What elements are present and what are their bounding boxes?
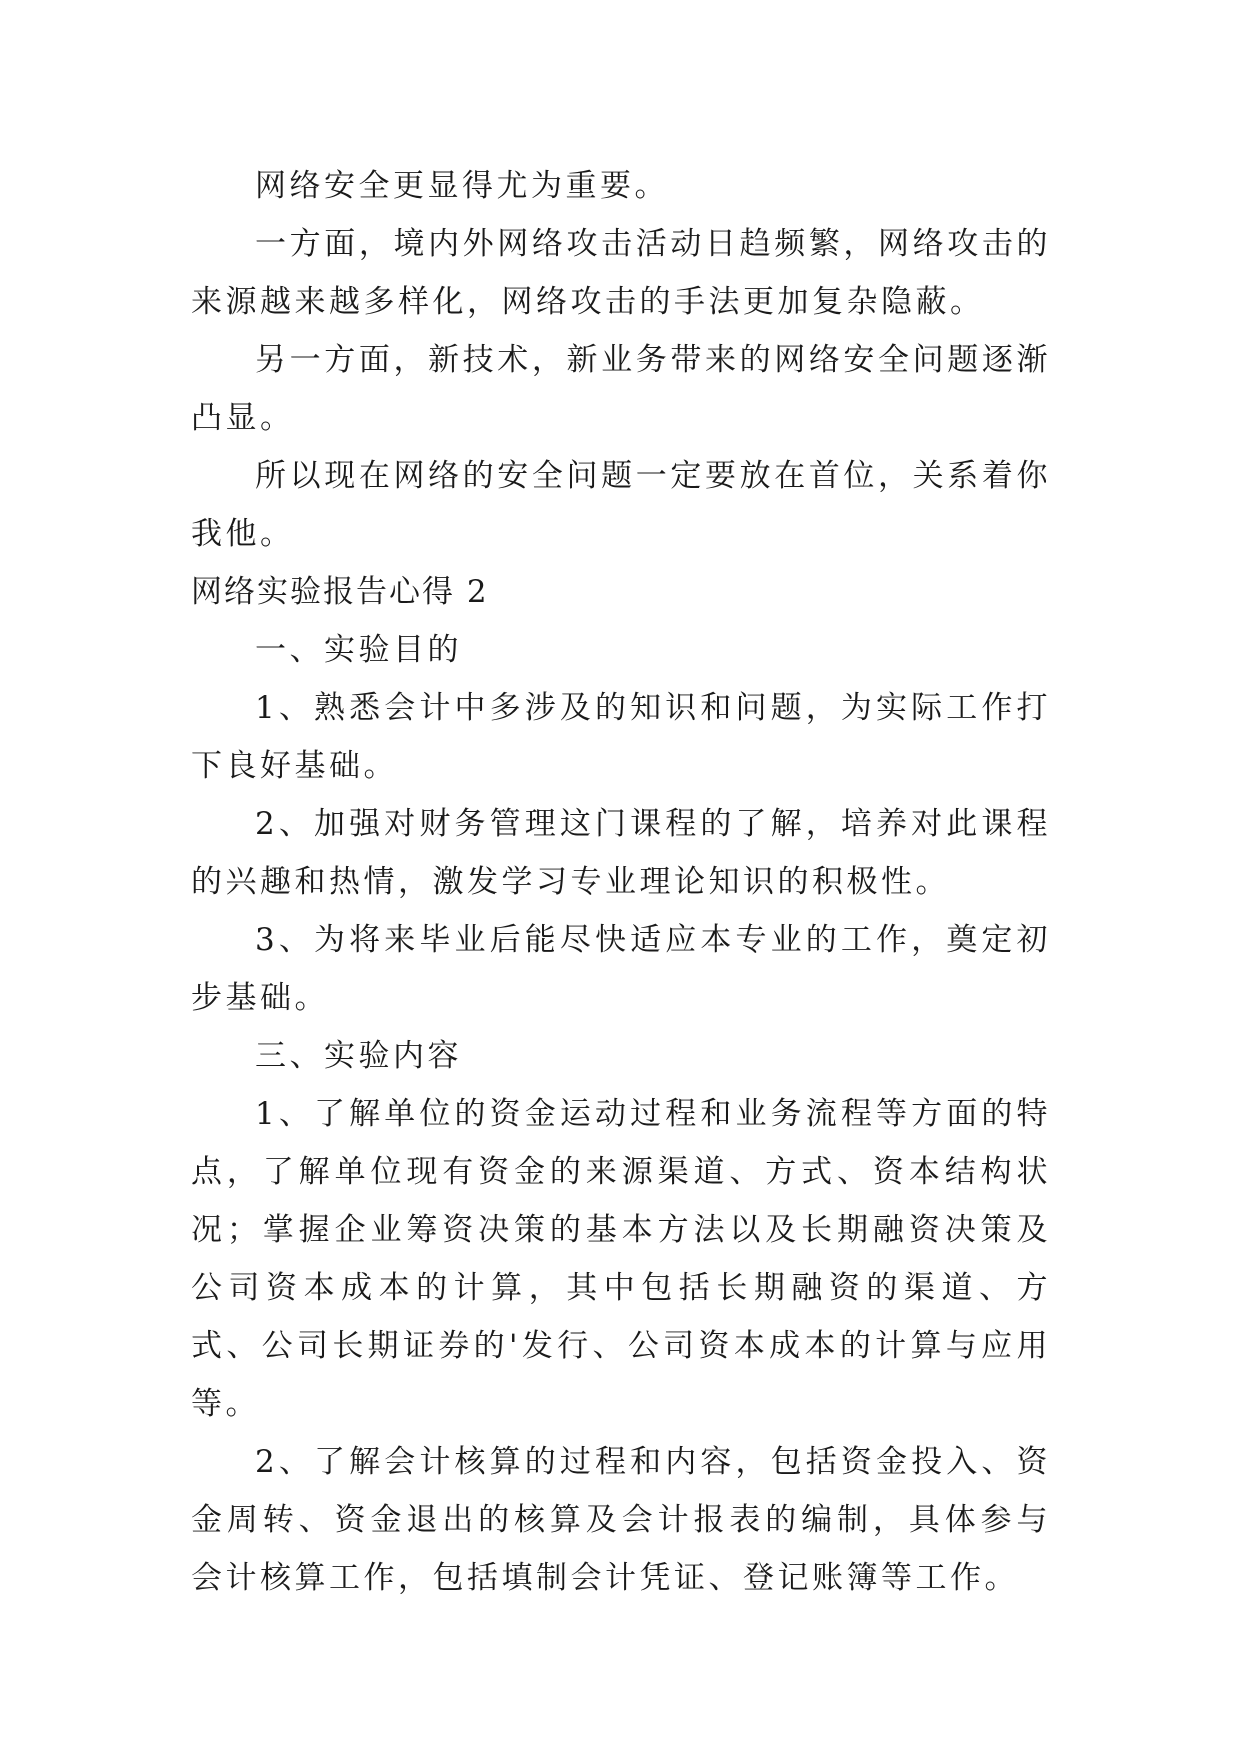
paragraph: 1、熟悉会计中多涉及的知识和问题，为实际工作打下良好基础。 <box>191 690 1051 784</box>
paragraph: 一方面，境内外网络攻击活动日趋频繁，网络攻击的来源越来越多样化，网络攻击的手法更加复杂隐蔽。 <box>191 226 1051 320</box>
paragraph: 2、加强对财务管理这门课程的了解，培养对此课程的兴趣和热情，激发学习专业理论知识的积极性。 <box>191 806 1051 900</box>
document-body <box>191 157 1051 1607</box>
paragraph: 1、了解单位的资金运动过程和业务流程等方面的特点，了解单位现有资金的来源渠道、方式、资本结构状况；掌握企业筹资决策的基本方法以及长期融资决策及公司资本成本的计算，其中包括长期融资的渠道、方式、公司长期证券的'发行、公司资本成本的计算与应用等。 <box>191 1096 1051 1422</box>
paragraph: 另一方面，新技术，新业务带来的网络安全问题逐渐凸显。 <box>191 342 1051 436</box>
subsection-heading: 三、实验内容 <box>255 1038 462 1074</box>
subsection-heading: 一、实验目的 <box>255 632 462 668</box>
paragraph: 3、为将来毕业后能尽快适应本专业的工作，奠定初步基础。 <box>191 922 1051 1016</box>
paragraph: 网络安全更显得尤为重要。 <box>255 168 669 204</box>
paragraph: 所以现在网络的安全问题一定要放在首位，关系着你我他。 <box>191 458 1051 552</box>
paragraph: 2、了解会计核算的过程和内容，包括资金投入、资金周转、资金退出的核算及会计报表的编制，具体参与会计核算工作，包括填制会计凭证、登记账簿等工作。 <box>191 1444 1051 1596</box>
section-heading: 网络实验报告心得 2 <box>191 574 489 610</box>
